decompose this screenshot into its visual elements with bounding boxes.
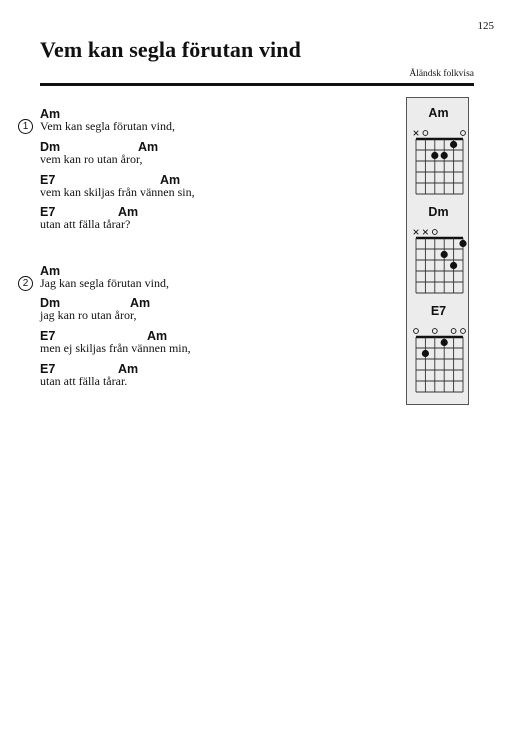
chord-diagram-panel (406, 97, 469, 405)
finger-dot (441, 251, 448, 258)
open-string-marker (461, 329, 466, 334)
chord-label: Am (138, 140, 159, 154)
verse-number: 2 (18, 276, 33, 291)
lyric-text: vem kan skiljas från vännen sin, (40, 185, 195, 199)
open-string-marker (451, 329, 456, 334)
finger-dot (450, 141, 457, 148)
lyric-text: Vem kan segla förutan vind, (40, 119, 175, 133)
lyric-line (40, 363, 390, 393)
chord-label: E7 (40, 205, 56, 219)
chord-diagram-e7 (407, 304, 470, 400)
chord-grid (407, 316, 470, 400)
chord-grid (407, 217, 470, 301)
finger-dot (441, 152, 448, 159)
song-origin: Åländsk folkvisa (409, 69, 474, 79)
chord-diagram-dm (407, 205, 470, 301)
muted-string-marker (414, 131, 419, 136)
lyric-line (40, 297, 390, 327)
lyric-text: jag kan ro utan åror, (40, 308, 137, 322)
chord-label: E7 (40, 173, 56, 187)
finger-dot (441, 339, 448, 346)
chord-label: Dm (40, 296, 61, 310)
finger-dot (431, 152, 438, 159)
verse-number: 1 (18, 119, 33, 134)
lyric-text: utan att fälla tårar? (40, 217, 131, 231)
page-number: 125 (477, 20, 494, 32)
lyric-text: vem kan ro utan åror, (40, 152, 143, 166)
finger-dot (422, 350, 429, 357)
chord-label: Am (40, 264, 61, 278)
song-title: Vem kan segla förutan vind (40, 37, 301, 62)
lyric-line (40, 108, 390, 138)
chord-diagram-name: Dm (428, 205, 449, 219)
lyric-line (40, 265, 390, 295)
open-string-marker (432, 230, 437, 235)
chord-diagram-am (407, 106, 470, 202)
chord-label: Dm (40, 140, 61, 154)
lyric-text: utan att fälla tårar. (40, 374, 128, 388)
muted-string-marker (423, 230, 428, 235)
lyric-line (40, 330, 390, 360)
open-string-marker (461, 131, 466, 136)
title-rule (40, 83, 474, 86)
muted-string-marker (414, 230, 419, 235)
chord-diagram-name: Am (428, 106, 449, 120)
chord-label: Am (40, 107, 61, 121)
finger-dot (450, 262, 457, 269)
open-string-marker (432, 329, 437, 334)
lyric-text: men ej skiljas från vännen min, (40, 341, 191, 355)
chord-label: Am (118, 205, 139, 219)
lyric-line (40, 141, 390, 171)
chord-diagram-name: E7 (430, 304, 447, 318)
chord-label: Am (130, 296, 151, 310)
chord-label: Am (118, 362, 139, 376)
lyric-line (40, 174, 390, 204)
chord-label: E7 (40, 362, 56, 376)
open-string-marker (414, 329, 419, 334)
chord-grid (407, 118, 470, 202)
chord-label: Am (160, 173, 181, 187)
lyric-text: Jag kan segla förutan vind, (40, 276, 169, 290)
finger-dot (459, 240, 466, 247)
open-string-marker (423, 131, 428, 136)
chord-label: E7 (40, 329, 56, 343)
lyric-line (40, 206, 390, 236)
chord-label: Am (147, 329, 168, 343)
